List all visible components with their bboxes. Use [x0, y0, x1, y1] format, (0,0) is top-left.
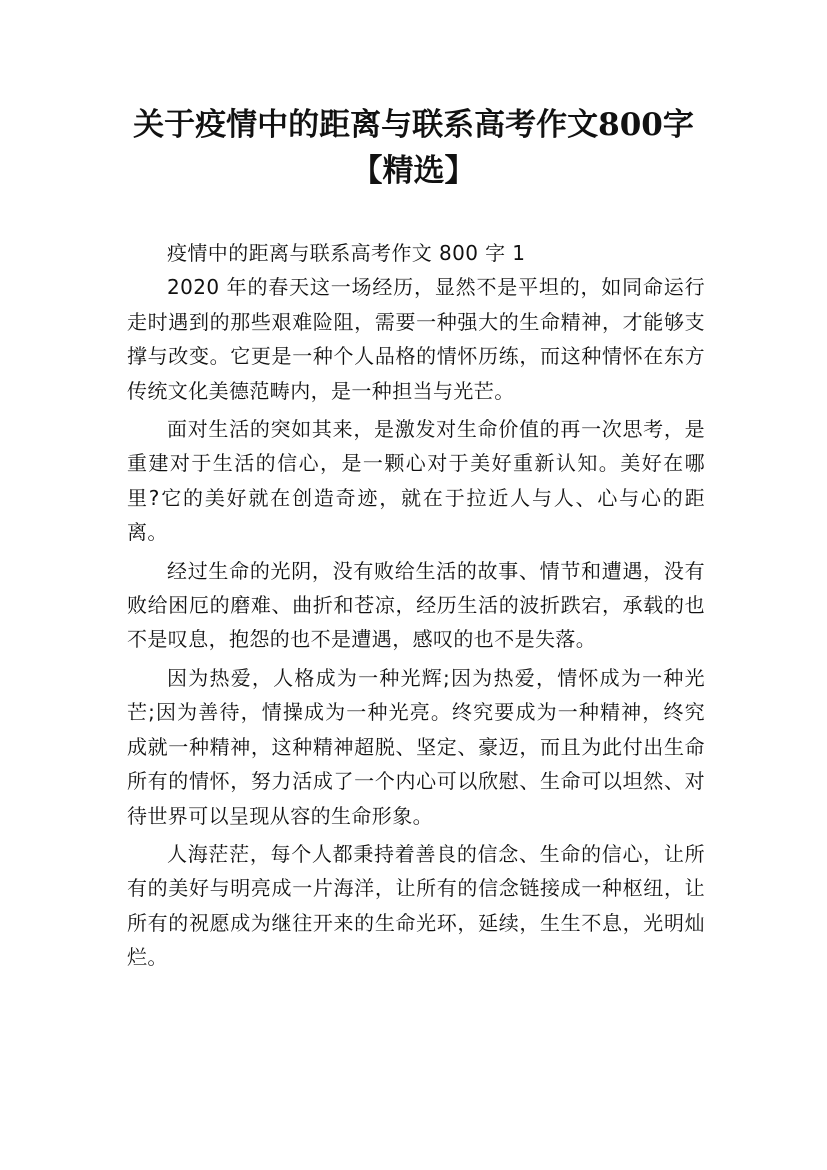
paragraph-4: 因为热爱，人格成为一种光辉;因为热爱，情怀成为一种光芒;因为善待，情操成为一种光亮。终究要成为一种精神，终究成就一种精神，这种精神超脱、坚定、豪迈，而且为此付出生命所有的情怀，努力活成了一个内心可以欣慰、生命可以坦然、对待世界可以呈现从容的生命形象。 [127, 665, 705, 828]
title-line-2: 【精选】 [351, 153, 476, 189]
paragraph-5: 人海茫茫，每个人都秉持着善良的信念、生命的信心，让所有的美好与明亮成一片海洋，让所有的信念链接成一种枢纽，让所有的祝愿成为继往开来的生命光环，延续，生生不息，光明灿烂。 [127, 841, 705, 970]
document-body [127, 236, 705, 975]
paragraph-1: 2020 年的春天这一场经历，显然不是平坦的，如同命运行走时遇到的那些艰难险阻，需要一种强大的生命精神，才能够支撑与改变。它更是一种个人品格的情怀历练，而这种情怀在东方传统文化美德范畴内，是一种担当与光芒。 [127, 275, 705, 403]
essay-subheading: 疫情中的距离与联系高考作文 800 字 1 [167, 241, 526, 265]
paragraph-2: 面对生活的突如其来，是激发对生命价值的再一次思考，是重建对于生活的信心，是一颗心对于美好重新认知。美好在哪里?它的美好就在创造奇迹，就在于拉近人与人、心与心的距离。 [127, 417, 705, 545]
title-line-1: 关于疫情中的距离与联系高考作文800字 [133, 107, 694, 143]
document-title [100, 102, 727, 194]
paragraph-3: 经过生命的光阴，没有败给生活的故事、情节和遭遇，没有败给困厄的磨难、曲折和苍凉，经历生活的波折跌宕，承载的也不是叹息，抱怨的也不是遭遇，感叹的也不是失落。 [127, 558, 705, 652]
